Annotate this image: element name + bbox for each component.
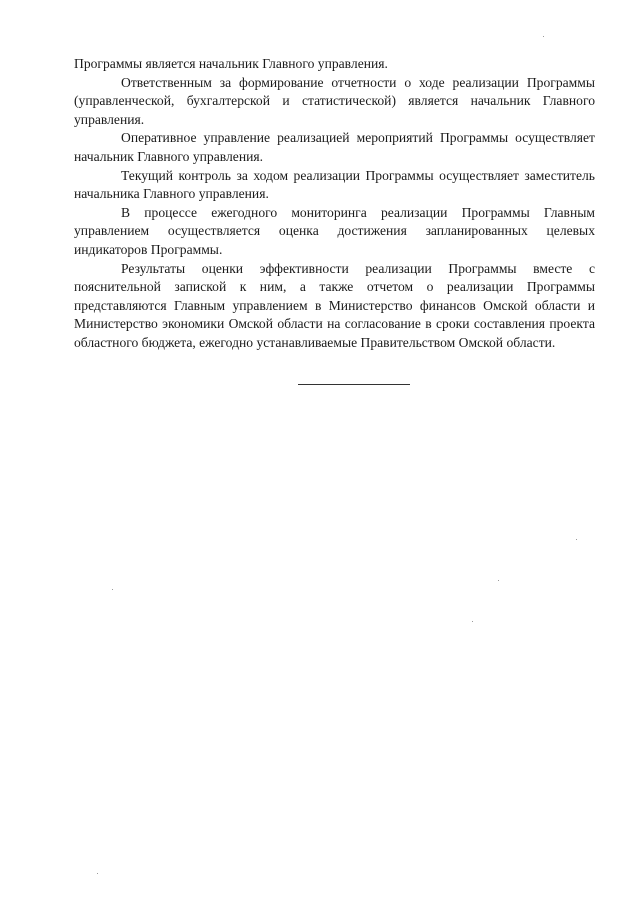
paragraph-continuation: Программы является начальник Главного управления. xyxy=(74,56,388,71)
paragraph-reporting-responsibility: Ответственным за формирование отчетности о ходе реализации Программы (управленческой, бухгалтерской и статистической) является начальник Главного управления. xyxy=(74,74,595,127)
paragraph-operational-management: Оперативное управление реализацией мероприятий Программы осуществляет начальник Главного управления. xyxy=(74,130,595,164)
scan-speck xyxy=(498,580,499,581)
scan-speck xyxy=(472,621,473,622)
paragraph-current-control: Текущий контроль за ходом реализации Программы осуществляет заместитель начальника Главного управления. xyxy=(74,167,595,202)
paragraph-evaluation-results: Результаты оценки эффективности реализации Программы вместе с пояснительной запиской к ним, а также отчетом о реализации Программы представляются Главным управлением в Министерство финансов Омской области и Министерство экономики Омской области на согласование в сроки составления проекта областного бюджета, ежегодно устанавливаемые Правительством Омской области. xyxy=(74,260,595,350)
scan-speck xyxy=(112,589,113,590)
end-of-text-rule xyxy=(298,384,410,385)
scan-speck xyxy=(576,539,577,540)
scan-speck xyxy=(97,873,98,874)
document-body xyxy=(74,55,595,353)
paragraph-annual-monitoring: В процессе ежегодного мониторинга реализации Программы Главным управлением осуществляется оценка достижения запланированных целевых индикаторов Программы. xyxy=(74,204,595,257)
scan-speck xyxy=(543,36,544,37)
